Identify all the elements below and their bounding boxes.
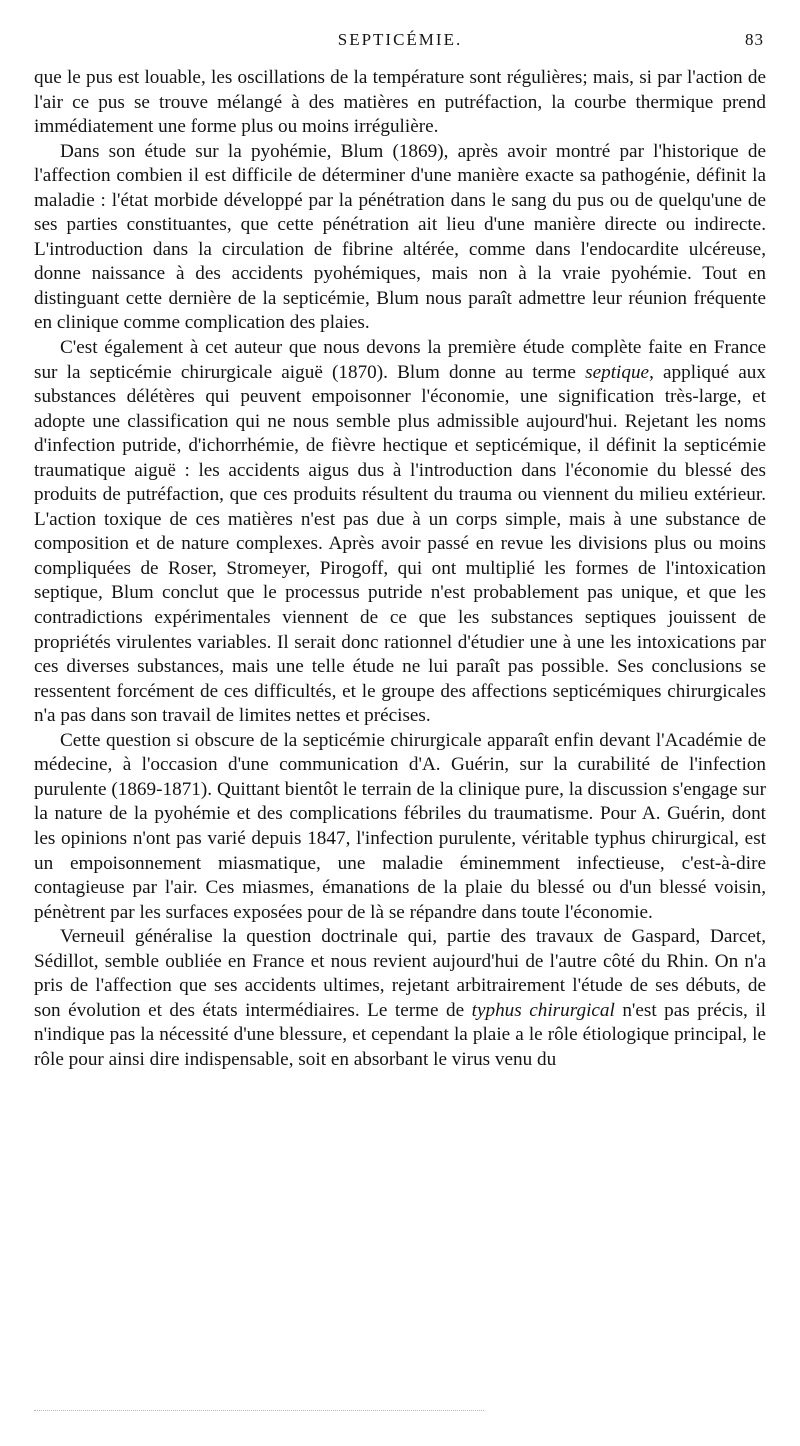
paragraph-academie-guerin: Cette question si obscure de la septicémie chirurgicale apparaît enfin devant l'Académie de médecine, à l'occasion d'une communication d'A. Guérin, sur la curabilité de l'infection purulente (1869-1871). Quittant bientôt le terrain de la clinique pure, la discussion s'engage sur la nature de la pyohémie et des complications fébriles du traumatisme. Pour A. Guérin, dont les opinions n'ont pas varié depuis 1847, l'infection purulente, véritable typhus chirurgical, est un empoisonnement miasmatique, une maladie éminemment infectieuse, c'est-à-dire contagieuse par l'air. Ces miasmes, émanations de la plaie du blessé ou d'un blessé voisin, pénètrent par les surfaces exposées pour de là se répandre dans toute l'économie.: [34, 729, 766, 923]
paragraph-verneuil: [34, 925, 766, 1072]
footer-rule: [34, 1410, 484, 1411]
paragraph-text-after: , appliqué aux substances délétères qui peuvent empoisonner l'économie, une signification très-large, et adopte une classification qui ne nous semble plus admissible aujourd'hui. Rejetant les noms d'infection putride, d'ichorrhémie, de fièvre hectique et septicémique, il définit la septicémie traumatique aiguë : les accidents aigus dus à l'introduction dans l'économie du blessé des produits de putréfaction, que ces produits résultent du trauma ou viennent du milieu extérieur. L'action toxique de ces matières n'est pas due à un corps simple, mais à une substance de composition et de nature complexes. Après avoir passé en revue les divisions plus ou moins compliquées de Roser, Stromeyer, Pirogoff, qui ont multiplié les formes de l'intoxication septique, Blum conclut que le processus putride n'est probablement pas unique, et que les contradictions expérimentales viennent de ce que les substances septiques jouissent de propriétés virulentes variables. Il serait donc rationnel d'étudier une à une les intoxications par ces diverses substances, mais une telle étude ne lui paraît pas possible. Ses conclusions se ressentent forcément de ces difficultés, et le groupe des affections septicémiques chirurgicales n'a pas dans son travail de limites nettes et précises.: [34, 361, 766, 727]
italic-term-septique: septique: [585, 361, 650, 383]
paragraph-blum-septicemie: [34, 336, 766, 729]
running-header: [34, 30, 766, 56]
paragraph-text-before: C'est également à cet auteur que nous devons la première étude complète faite en France sur la septicémie chirurgicale aiguë (1870). Blum donne au terme: [34, 337, 766, 383]
body-text: [34, 66, 766, 1072]
paragraph-continuation: que le pus est louable, les oscillations de la température sont régulières; mais, si par l'action de l'air ce pus se trouve mélangé à des matières en putréfaction, la courbe thermique prend immédiatement une forme plus ou moins irrégulière.: [34, 67, 766, 138]
italic-term-typhus-chirurgical: typhus chirurgical: [471, 999, 615, 1021]
paragraph-text-before: Verneuil généralise la question doctrinale qui, partie des travaux de Gaspard, Darcet, Sédillot, semble oubliée en France et nous revient aujourd'hui de l'autre côté du Rhin. On n'a pris de l'affection que ses accidents ultimes, rejetant arbitrairement l'étude de ses débuts, de son évolution et des états intermédiaires. Le terme de: [34, 926, 766, 1021]
page-number: 83: [745, 30, 764, 49]
paragraph-blum-pyohemie: Dans son étude sur la pyohémie, Blum (1869), après avoir montré par l'historique de l'affection combien il est difficile de déterminer d'une manière exacte sa pathogénie, définit la maladie : l'état morbide développé par la pénétration dans le sang du pus ou de quelqu'une de ses parties constituantes, que cette pénétration ait lieu d'une manière directe ou indirecte. L'introduction dans la circulation de fibrine altérée, comme dans l'endocardite ulcéreuse, donne naissance à des accidents pyohémiques, mais non à la vraie pyohémie. Tout en distinguant cette dernière de la septicémie, Blum nous paraît admettre leur réunion fréquente en clinique comme complication des plaies.: [34, 140, 766, 334]
paragraph-text-after: n'est pas précis, il n'indique pas la nécessité d'une blessure, et cependant la plaie a le rôle étiologique principal, le rôle pour ainsi dire indispensable, soit en absorbant le virus venu du: [34, 999, 766, 1070]
running-title: SEPTICÉMIE.: [337, 30, 463, 49]
